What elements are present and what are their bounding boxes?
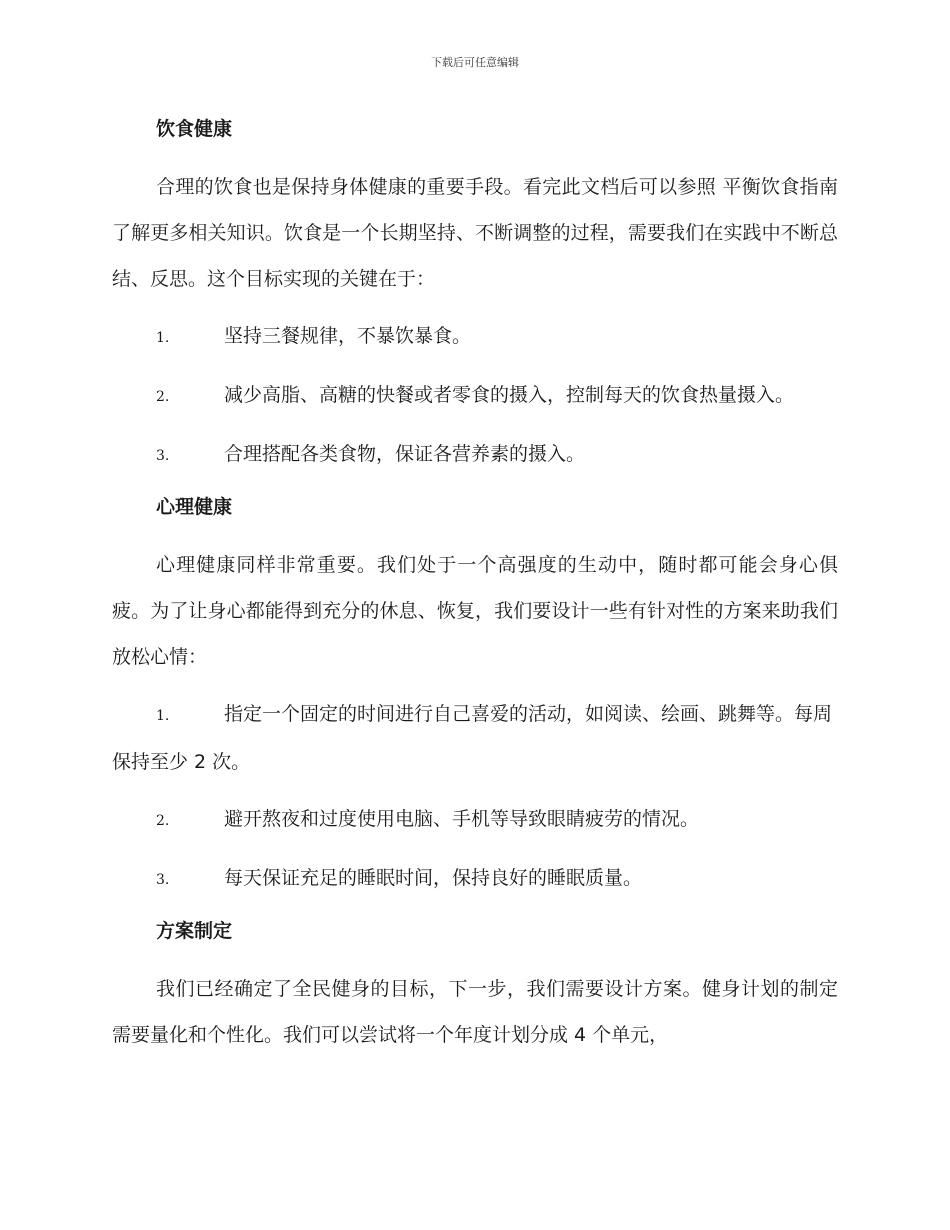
list-number: 1. (156, 330, 170, 346)
list-number: 1. (156, 708, 170, 724)
section-heading-plan: 方案制定 (156, 920, 233, 942)
list-item (112, 313, 838, 361)
list-number: 2. (156, 813, 170, 829)
header-note: 下载后可任意编辑 (431, 56, 519, 69)
list-item (112, 431, 838, 479)
list-item (112, 691, 838, 785)
list-number: 2. (156, 389, 170, 405)
list-item (112, 855, 838, 903)
section-paragraph-mental: 心理健康同样非常重要。我们处于一个高强度的生动中，随时都可能会身心俱疲。为了让身心都能得到充分的休息、恢复，我们要设计一些有针对性的方案来助我们放松心情： (112, 554, 838, 668)
list-item (112, 372, 838, 420)
list-number: 3. (156, 872, 170, 888)
list-item (112, 796, 838, 844)
section-paragraph-plan: 我们已经确定了全民健身的目标，下一步，我们需要设计方案。健身计划的制定需要量化和个性化。我们可以尝试将一个年度计划分成 4 个单元， (112, 978, 838, 1046)
list-number: 3. (156, 448, 170, 464)
document-body (112, 112, 838, 1069)
section-heading-mental: 心理健康 (156, 496, 233, 518)
list-text: 指定一个固定的时间进行自己喜爱的活动，如阅读、绘画、跳舞等。每周保持至少 2 次。 (112, 703, 833, 773)
list-text: 每天保证充足的睡眠时间，保持良好的睡眠质量。 (224, 867, 643, 889)
list-text: 避开熬夜和过度使用电脑、手机等导致眼睛疲劳的情况。 (224, 808, 700, 830)
list-text: 坚持三餐规律，不暴饮暴食。 (224, 325, 472, 347)
list-text: 减少高脂、高糖的快餐或者零食的摄入，控制每天的饮食热量摄入。 (224, 384, 795, 406)
section-paragraph-diet: 合理的饮食也是保持身体健康的重要手段。看完此文档后可以参照 平衡饮食指南 了解更多相关知识。饮食是一个长期坚持、不断调整的过程，需要我们在实践中不断总结、反思。这个目标实现的关键在于： (112, 176, 838, 290)
section-heading-diet: 饮食健康 (156, 118, 233, 140)
list-text: 合理搭配各类食物，保证各营养素的摄入。 (224, 443, 586, 465)
